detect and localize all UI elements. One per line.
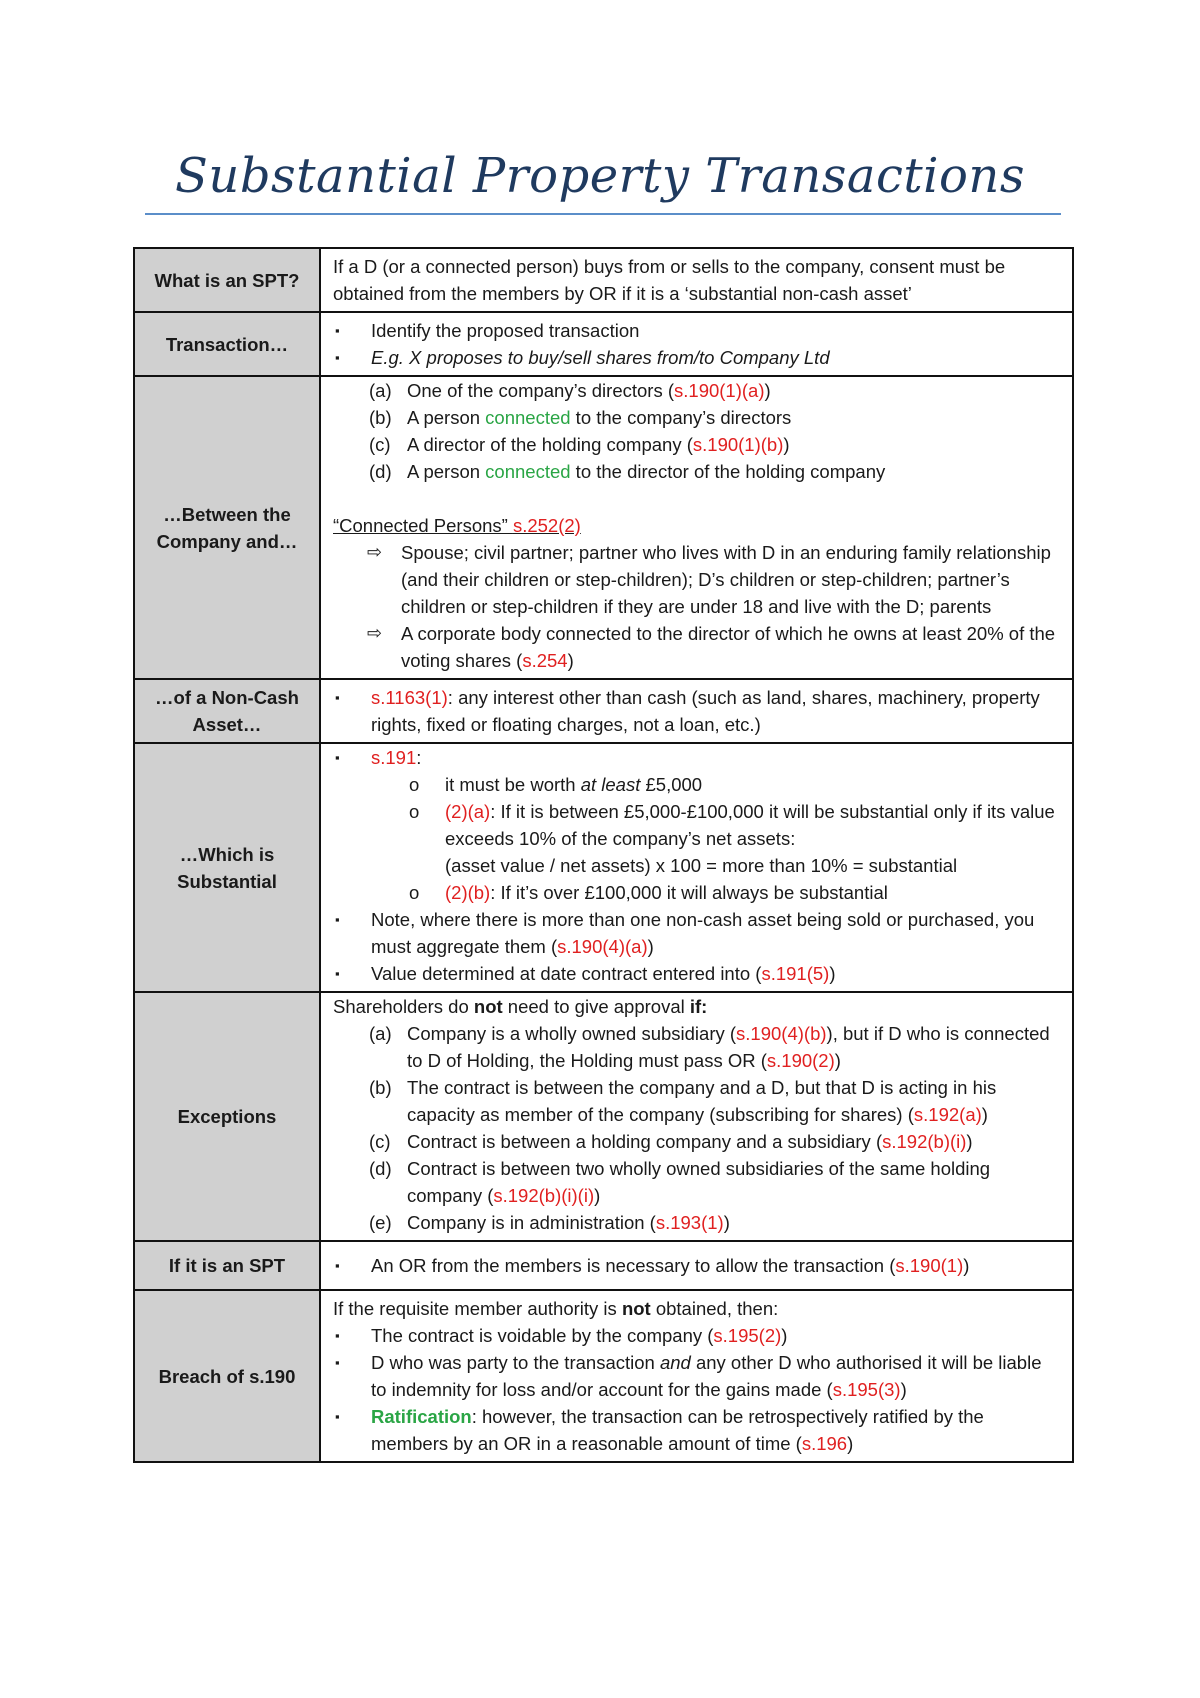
bullet-item: ▪ The contract is voidable by the company (s.195(2)): [333, 1322, 1062, 1349]
statute-ref: s.190(2): [766, 1050, 835, 1071]
statute-ref: s.196: [801, 1433, 848, 1454]
row-if-spt: [134, 1241, 1073, 1290]
row-content: [320, 312, 1073, 376]
row-label: …of a Non-Cash Asset…: [134, 679, 320, 743]
breach-intro: If the requisite member authority is not obtained, then:: [333, 1298, 779, 1319]
bullet-item: ▪ E.g. X proposes to buy/sell shares from/to Company Ltd: [333, 344, 1062, 371]
list-item: (c) Contract is between a holding company and a subsidiary (s.192(b)(i)): [369, 1131, 973, 1152]
row-substantial: [134, 743, 1073, 992]
list-item: (b) A person connected to the company’s directors: [369, 407, 792, 428]
row-content: [320, 1241, 1073, 1290]
arrow-item: ⇨ A corporate body connected to the director of which he owns at least 20% of the voting shares (s.254): [367, 620, 1062, 674]
statute-ref: s.195(3): [832, 1379, 901, 1400]
statute-ref: s.192(b)(i): [882, 1131, 967, 1152]
statute-ref: s.254: [522, 650, 568, 671]
row-content: [320, 743, 1073, 992]
bullet-item: ▪ Identify the proposed transaction: [333, 317, 1062, 344]
sub-item: o (2)(b): If it’s over £100,000 it will always be substantial: [409, 882, 888, 903]
connected-persons-heading: “Connected Persons” s.252(2): [333, 515, 581, 536]
arrow-item: ⇨ Spouse; civil partner; partner who lives with D in an enduring family relationship (and their children or step-children); D’s children or step-children; partner’s children or step-children if they are under 18 and live with the D; parents: [367, 539, 1062, 620]
title-underline: [145, 213, 1061, 215]
bullet-item: ▪ An OR from the members is necessary to allow the transaction (s.190(1)): [333, 1252, 1062, 1279]
bullet-item: ▪ Ratification: however, the transaction can be retrospectively ratified by the members by an OR in a reasonable amount of time (s.196): [333, 1403, 1062, 1457]
statute-ref: s.191(5): [761, 963, 830, 984]
keyword-connected: connected: [485, 407, 571, 428]
list-item: (a) One of the company’s directors (s.190(1)(a)): [369, 380, 771, 401]
formula: (asset value / net assets) x 100 = more than 10% = substantial: [445, 855, 958, 876]
sub-item: o (2)(a): If it is between £5,000-£100,000 it will be substantial only if its value exceeds 10% of the company’s net assets: (asset value / net assets) x 100 = more than 10% = substantial: [409, 801, 1055, 876]
spt-table: [133, 247, 1074, 1463]
list-item: (a) Company is a wholly owned subsidiary (s.190(4)(b)), but if D who is connected to D of Holding, the Holding must pass OR (s.190(2)): [369, 1023, 1050, 1071]
row-transaction: [134, 312, 1073, 376]
statute-ref: s.195(2): [713, 1325, 782, 1346]
row-label: What is an SPT?: [134, 248, 320, 312]
arrow-right-icon: ⇨: [367, 623, 383, 643]
statute-ref: s.190(1)(b): [692, 434, 784, 455]
row-label: Transaction…: [134, 312, 320, 376]
statute-ref: s.192(b)(i)(i): [493, 1185, 595, 1206]
row-label: …Between the Company and…: [134, 376, 320, 679]
statute-ref: s.193(1): [655, 1212, 724, 1233]
row-content: [320, 248, 1073, 312]
sub-item: o it must be worth at least £5,000: [409, 774, 703, 795]
row-label: If it is an SPT: [134, 1241, 320, 1290]
statute-ref: s.190(1)(a): [674, 380, 765, 401]
row-label: …Which is Substantial: [134, 743, 320, 992]
row-between: [134, 376, 1073, 679]
statute-ref: (2)(b): [445, 882, 491, 903]
row-exceptions: [134, 992, 1073, 1241]
list-item: (d) A person connected to the director of the holding company: [369, 461, 886, 482]
statute-ref: s.252(2): [512, 515, 581, 536]
row-what-is-spt: [134, 248, 1073, 312]
statute-ref: s.1163(1): [371, 687, 448, 708]
statute-ref: s.191: [371, 747, 417, 768]
keyword-ratification: Ratification: [371, 1406, 472, 1427]
bullet-item: ▪ Value determined at date contract entered into (s.191(5)): [333, 960, 1062, 987]
arrow-right-icon: ⇨: [367, 542, 383, 562]
list-item: (c) A director of the holding company (s.190(1)(b)): [369, 434, 790, 455]
bullet-item: ▪ s.1163(1): any interest other than cash (such as land, shares, machinery, property rights, fixed or floating charges, not a loan, etc.): [333, 684, 1062, 738]
exceptions-intro: Shareholders do not need to give approval if:: [333, 996, 708, 1017]
page-title: Substantial Property Transactions: [175, 148, 1025, 204]
statute-ref: s.190(1): [895, 1255, 964, 1276]
list-item: (d) Contract is between two wholly owned subsidiaries of the same holding company (s.192(b)(i)(i)): [369, 1158, 991, 1206]
row-non-cash-asset: [134, 679, 1073, 743]
statute-ref: s.190(4)(a): [557, 936, 648, 957]
keyword-connected: connected: [485, 461, 571, 482]
row-content: [320, 992, 1073, 1241]
list-item: (b) The contract is between the company and a D, but that D is acting in his capacity as member of the company (subscribing for shares) (s.192(a)): [369, 1077, 997, 1125]
statute-ref: s.190(4)(b): [736, 1023, 827, 1044]
row-label: Breach of s.190: [134, 1290, 320, 1462]
row-content: [320, 376, 1073, 679]
row-breach: [134, 1290, 1073, 1462]
bullet-item: ▪ D who was party to the transaction and any other D who authorised it will be liable to indemnity for loss and/or account for the gains made (s.195(3)): [333, 1349, 1062, 1403]
statute-ref: s.192(a): [913, 1104, 982, 1125]
statute-ref: (2)(a): [445, 801, 491, 822]
list-item: (e) Company is in administration (s.193(1)): [369, 1212, 730, 1233]
row-content: [320, 679, 1073, 743]
bullet-item: ▪ Note, where there is more than one non-cash asset being sold or purchased, you must aggregate them (s.190(4)(a)): [333, 906, 1062, 960]
definition-text: If a D (or a connected person) buys from or sells to the company, consent must be obtained from the members by OR if it is a ‘substantial non-cash asset’: [333, 256, 1006, 304]
bullet-item: ▪ s.191: o it must be worth at least £5,000 o (2)(a): If it is between £5,000-£100,000 it will be substantial only if its value exceeds 10% of the company’s net assets: (asset value / net assets) x 100 = more than 10% = substantial o (2)(b): If it’s over £100,000 it will always be substantial: [333, 744, 1062, 906]
row-content: [320, 1290, 1073, 1462]
row-label: Exceptions: [134, 992, 320, 1241]
